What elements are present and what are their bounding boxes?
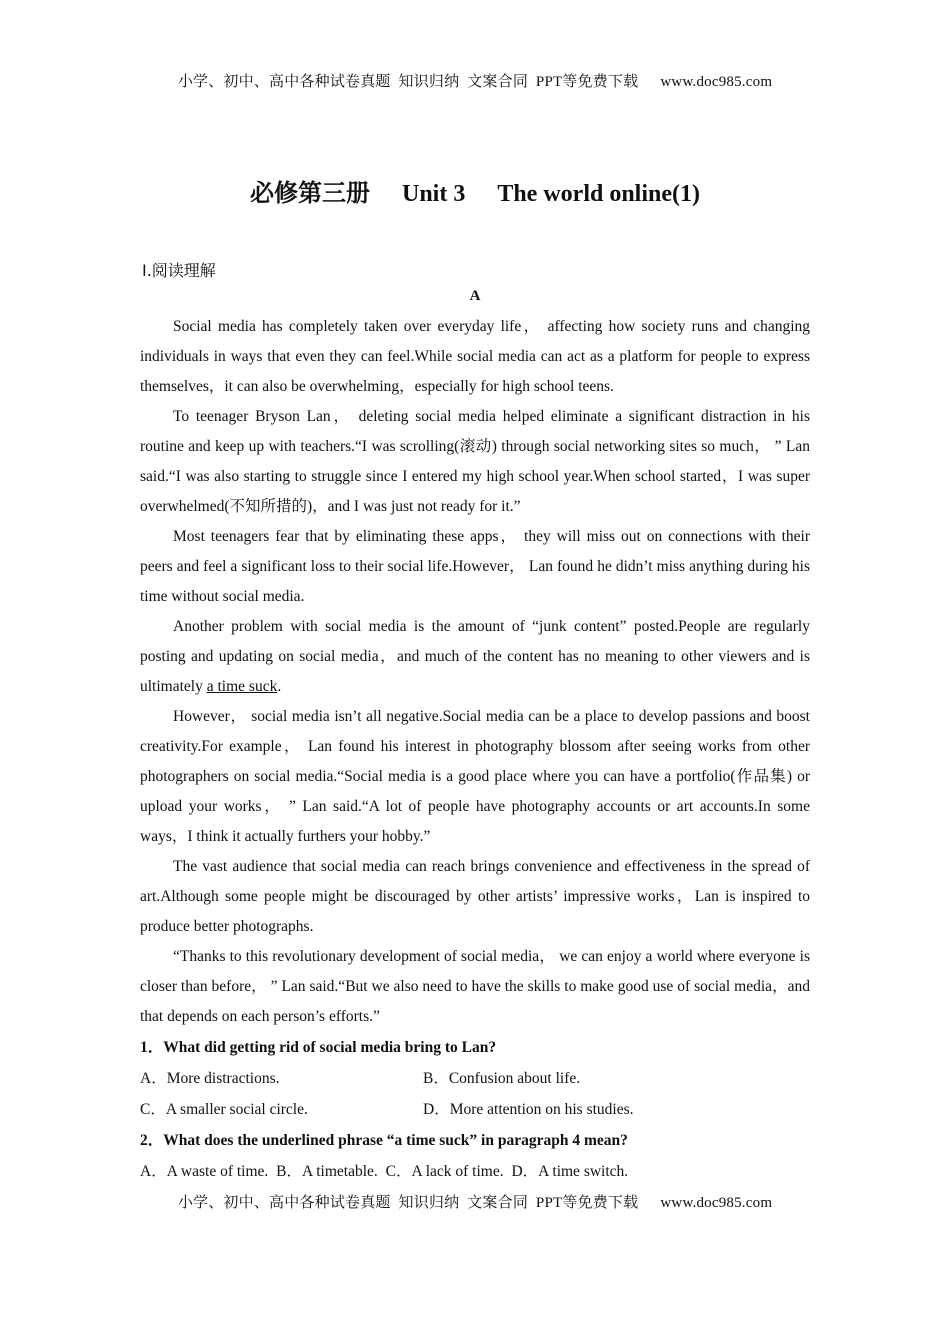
question-2-options [140,1156,810,1187]
paragraph-2: To teenager Bryson Lan， deleting social media helped eliminate a significant distraction in his routine and keep up with teachers.“I was scrolling(滚动) through social networking sites so much， ” Lan said.“I was also starting to struggle since I entered my high school year.When school started，I was super overwhelmed(不知所措的)，and I was just not ready for it.” [140,408,810,515]
question-1-options-row-1 [140,1063,810,1094]
question-2-option-a[interactable]: A．A waste of time. [140,1163,269,1180]
reading-passage [140,312,810,1032]
question-2-option-b[interactable]: B．A timetable. [276,1163,378,1180]
question-1-options-row-2 [140,1094,810,1125]
question-1-option-c[interactable]: C．A smaller social circle. [140,1101,308,1118]
paragraph-4-end: . [277,678,282,695]
title-book: 必修第三册 [249,181,370,207]
page-title [0,173,950,208]
header-url[interactable]: www.doc985.com [660,74,773,90]
paragraph-6: The vast audience that social media can reach brings convenience and effectiveness in the spread of art.Although some people might be discouraged by other artists’ impressive works，Lan is inspired to produce better photographs. [140,858,810,935]
question-1-option-d[interactable]: D．More attention on his studies. [423,1101,634,1118]
paragraph-4 [140,612,810,702]
question-2-stem: 2．What does the underlined phrase “a time suck” in paragraph 4 mean? [140,1132,628,1149]
question-list [140,1032,810,1187]
question-1-stem: 1．What did getting rid of social media bring to Lan? [140,1039,497,1056]
paragraph-1: Social media has completely taken over everyday life， affecting how society runs and changing individuals in ways that even they can feel.While social media can act as a platform for people to express themselves，it can also be overwhelming，especially for high school teens. [140,318,810,395]
page-footer [0,1191,950,1212]
question-1-option-a[interactable]: A．More distractions. [140,1070,280,1087]
question-1-option-b[interactable]: B．Confusion about life. [423,1070,581,1087]
paragraph-3: Most teenagers fear that by eliminating these apps， they will miss out on connections with their peers and feel a significant loss to their social life.However， Lan found he didn’t miss anything during his time without social media. [140,528,810,605]
question-2-option-c[interactable]: C．A lack of time. [385,1163,504,1180]
underlined-phrase: a time suck [206,678,278,695]
page-header [0,70,950,91]
title-topic: The world online(1) [497,181,701,207]
section-heading: Ⅰ.阅读理解 [142,261,216,280]
footer-url[interactable]: www.doc985.com [660,1195,773,1211]
title-unit: Unit 3 [401,181,466,207]
footer-text: 小学、初中、高中各种试卷真题 知识归纳 文案合同 PPT等免费下载 [177,1195,639,1211]
question-2-option-d[interactable]: D．A time switch. [511,1163,629,1180]
paragraph-5: However， social media isn’t all negative.Social media can be a place to develop passions and boost creativity.For example， Lan found his interest in photography blossom after seeing works from other photographers on social media.“Social media is a good place where you can have a portfolio(作品集) or upload your works， ” Lan said.“A lot of people have photography accounts or art accounts.In some ways，I think it actually furthers your hobby.” [140,708,810,845]
passage-label: A [469,288,481,304]
header-text: 小学、初中、高中各种试卷真题 知识归纳 文案合同 PPT等免费下载 [177,74,639,90]
paragraph-7: “Thanks to this revolutionary development of social media， we can enjoy a world where everyone is closer than before， ” Lan said.“But we also need to have the skills to make good use of social media，and that depends on each person’s efforts.” [140,948,810,1025]
paragraph-4-text: Another problem with social media is the amount of “junk content” posted.People are regularly posting and updating on social media，and much of the content has no meaning to other viewers and is ultimately [140,618,810,695]
